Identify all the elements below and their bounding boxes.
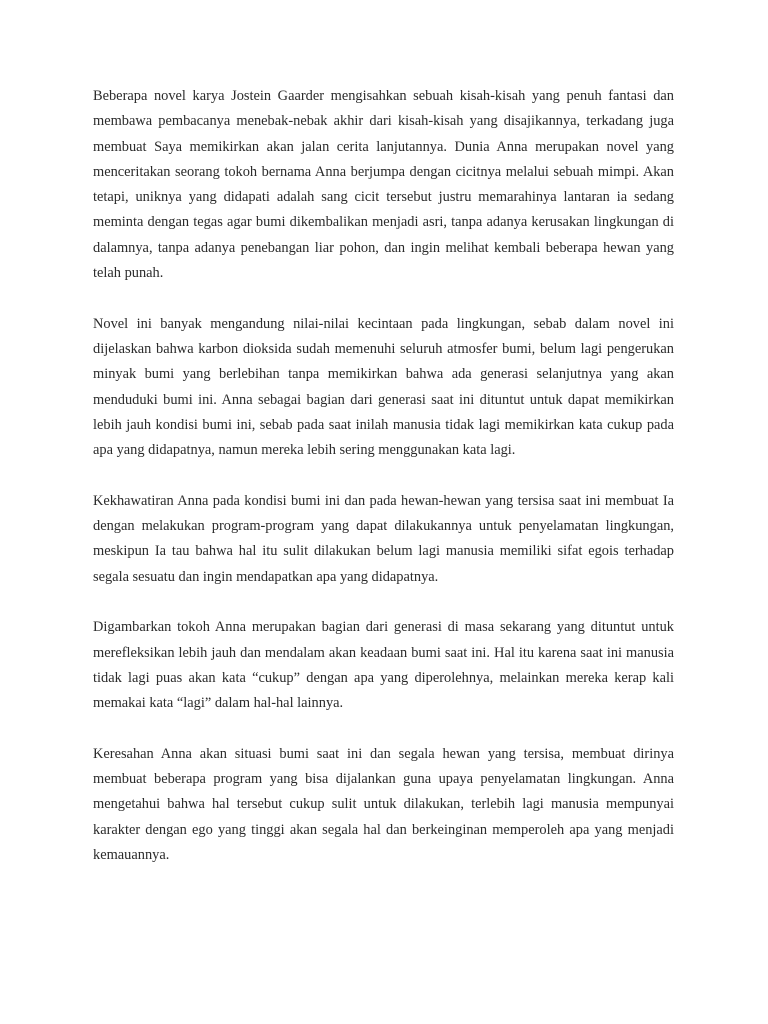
paragraph-5: Keresahan Anna akan situasi bumi saat ini dan segala hewan yang tersisa, membuat dirinya membuat beberapa program yang bisa dijalankan guna upaya penyelamatan lingkungan. Anna mengetahui bahwa hal tersebut cukup sulit untuk dilakukan, terlebih lagi manusia mempunyai karakter dengan ego yang tinggi akan segala hal dan berkeinginan memperoleh apa yang menjadi kemauannya. (93, 745, 674, 863)
paragraph-1: Beberapa novel karya Jostein Gaarder mengisahkan sebuah kisah-kisah yang penuh fantasi dan membawa pembacanya menebak-nebak akhir dari kisah-kisah yang disajikannya, terkadang juga membuat Saya memikirkan akan jalan cerita lanjutannya. Dunia Anna merupakan novel yang menceritakan seorang tokoh bernama Anna berjumpa dengan cicitnya melalui sebuah mimpi. Akan tetapi, uniknya yang didapati adalah sang cicit tersebut justru memarahinya lantaran ia sedang meminta dengan tegas agar bumi dikembalikan menjadi asri, tanpa adanya kerusakan lingkungan di dalamnya, tanpa adanya penebangan liar pohon, dan ingin melihat kembali beberapa hewan yang telah punah. (93, 88, 674, 282)
document-body (93, 84, 674, 868)
paragraph-2: Novel ini banyak mengandung nilai-nilai kecintaan pada lingkungan, sebab dalam novel ini dijelaskan bahwa karbon dioksida sudah memenuhi seluruh atmosfer bumi, belum lagi pengerukan minyak bumi yang berlebihan tanpa memikirkan bahwa ada generasi selanjutnya yang akan menduduki bumi ini. Anna sebagai bagian dari generasi saat ini dituntut untuk dapat memikirkan lebih jauh kondisi bumi ini, sebab pada saat inilah manusia tidak lagi memikirkan kata cukup pada apa yang didapatnya, namun mereka lebih sering menggunakan kata lagi. (93, 315, 674, 459)
paragraph-3: Kekhawatiran Anna pada kondisi bumi ini dan pada hewan-hewan yang tersisa saat ini membuat Ia dengan melakukan program-program yang dapat dilakukannya untuk penyelamatan lingkungan, meskipun Ia tau bahwa hal itu sulit dilakukan belum lagi manusia memiliki sifat egois terhadap segala sesuatu dan ingin mendapatkan apa yang didapatnya. (93, 492, 674, 585)
paragraph-4: Digambarkan tokoh Anna merupakan bagian dari generasi di masa sekarang yang dituntut untuk merefleksikan lebih jauh dan mendalam akan keadaan bumi saat ini. Hal itu karena saat ini manusia tidak lagi puas akan kata “cukup” dengan apa yang diperolehnya, melainkan mereka kerap kali memakai kata “lagi” dalam hal-hal lainnya. (93, 619, 674, 712)
